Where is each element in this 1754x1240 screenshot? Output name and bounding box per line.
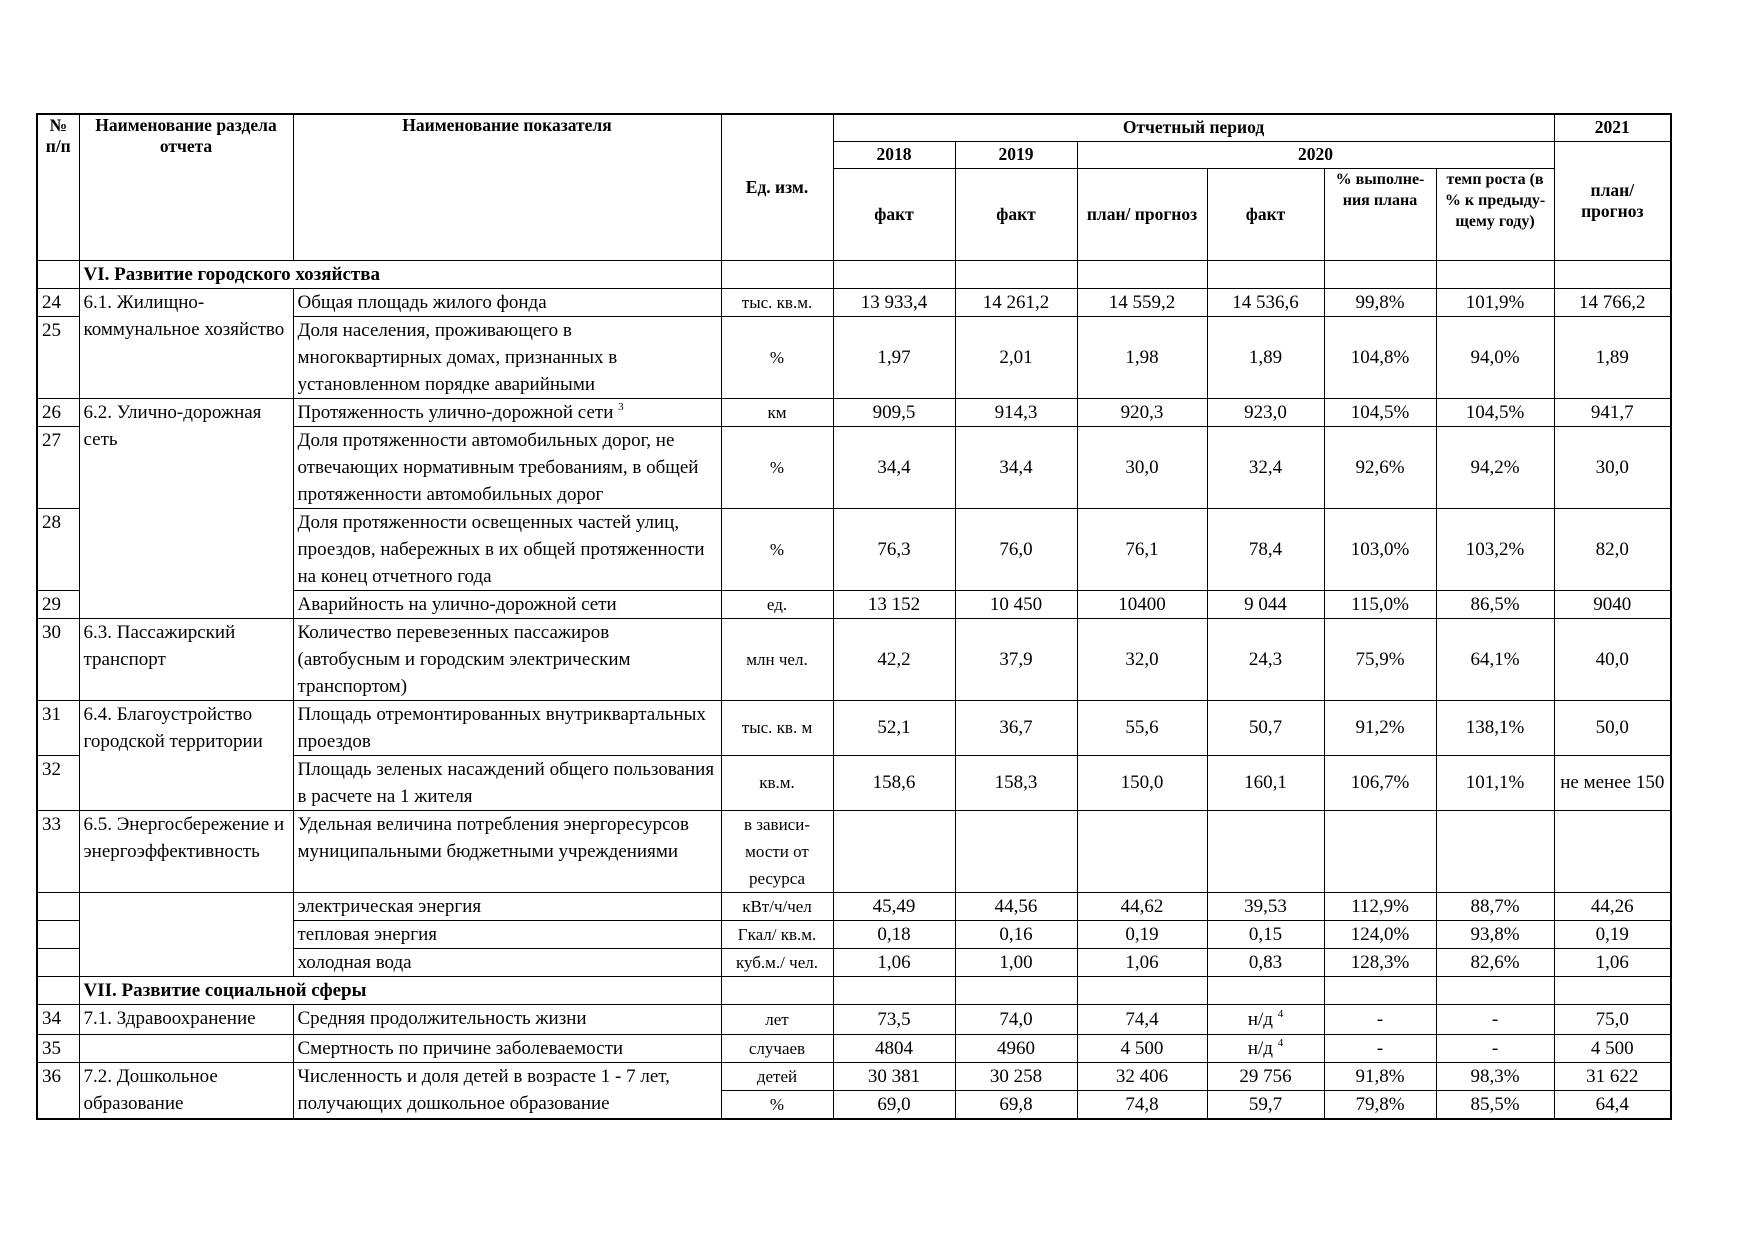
plan-2020-cell: 76,1 — [1077, 508, 1207, 590]
unit-cell: кВт/ч/чел — [721, 892, 833, 920]
fact-2018-cell — [833, 810, 955, 892]
unit-cell: лет — [721, 1004, 833, 1034]
empty-cell — [1554, 976, 1671, 1004]
growth-2020-cell: 94,0% — [1436, 316, 1554, 398]
fact-2020-cell: 78,4 — [1207, 508, 1324, 590]
fact-2018-cell: 45,49 — [833, 892, 955, 920]
indicator-name: электрическая энергия — [293, 892, 721, 920]
table-row — [37, 1004, 1671, 1034]
pct-plan-2020-cell: 92,6% — [1324, 426, 1436, 508]
fact-2018-cell: 30 381 — [833, 1062, 955, 1090]
plan-2020-cell: 0,19 — [1077, 920, 1207, 948]
table-row — [37, 892, 1671, 920]
fact-2019-cell: 36,7 — [955, 700, 1077, 755]
row-number: 27 — [37, 426, 79, 508]
fact-2019-cell: 10 450 — [955, 590, 1077, 618]
indicator-name: Аварийность на улично-дорожной сети — [293, 590, 721, 618]
fact-2019-cell: 158,3 — [955, 755, 1077, 810]
indicator-name: Площадь зеленых насаждений общего пользования в расчете на 1 жителя — [293, 755, 721, 810]
plan-2021-cell: не менее 150 — [1554, 755, 1671, 810]
row-number: 31 — [37, 700, 79, 755]
unit-cell: куб.м./ чел. — [721, 948, 833, 976]
indicator-name: Доля протяженности освещенных частей улиц, проездов, набережных в их общей протяженности на конец отчетного года — [293, 508, 721, 590]
header-fact-2020: факт — [1207, 168, 1324, 260]
fact-2018-cell: 0,18 — [833, 920, 955, 948]
empty-cell — [955, 976, 1077, 1004]
plan-2020-cell: 1,98 — [1077, 316, 1207, 398]
indicator-name: холодная вода — [293, 948, 721, 976]
indicator-name: Удельная величина потребления энергоресурсов муниципальными бюджетными учреждениями — [293, 810, 721, 892]
fact-2019-cell — [955, 810, 1077, 892]
table-row — [37, 810, 1671, 892]
table-row — [37, 1034, 1671, 1062]
growth-2020-cell: 104,5% — [1436, 398, 1554, 426]
growth-2020-cell: 64,1% — [1436, 618, 1554, 700]
plan-2020-cell: 30,0 — [1077, 426, 1207, 508]
fact-2020-cell: 160,1 — [1207, 755, 1324, 810]
growth-2020-cell: 94,2% — [1436, 426, 1554, 508]
fact-2020-cell: 9 044 — [1207, 590, 1324, 618]
unit-cell: млн чел. — [721, 618, 833, 700]
header-no: № п/п — [37, 114, 79, 260]
header-unit: Ед. изм. — [721, 114, 833, 260]
fact-2020-cell: 0,15 — [1207, 920, 1324, 948]
indicator-name: тепловая энергия — [293, 920, 721, 948]
fact-2019-cell: 34,4 — [955, 426, 1077, 508]
plan-2021-cell — [1554, 810, 1671, 892]
fact-2020-cell: 29 756 — [1207, 1062, 1324, 1090]
indicator-name: Смертность по причине заболеваемости — [293, 1034, 721, 1062]
unit-cell: % — [721, 508, 833, 590]
fact-2020-cell: 32,4 — [1207, 426, 1324, 508]
footnote-mark: 4 — [1277, 1036, 1284, 1049]
unit-cell: тыс. кв.м. — [721, 288, 833, 316]
fact-2018-cell: 76,3 — [833, 508, 955, 590]
plan-2021-cell: 31 622 — [1554, 1062, 1671, 1090]
plan-2021-cell: 0,19 — [1554, 920, 1671, 948]
plan-2020-cell: 14 559,2 — [1077, 288, 1207, 316]
section-group-name: 7.2. Дошкольное образование — [79, 1062, 293, 1119]
pct-plan-2020-cell: 104,8% — [1324, 316, 1436, 398]
unit-cell: случаев — [721, 1034, 833, 1062]
indicator-name: Площадь отремонтированных внутриквартальных проездов — [293, 700, 721, 755]
row-number: 24 — [37, 288, 79, 316]
plan-2020-cell: 44,62 — [1077, 892, 1207, 920]
header-growth: темп роста (в % к предыду-щему году) — [1436, 168, 1554, 260]
fact-2019-cell: 74,0 — [955, 1004, 1077, 1034]
fact-2019-cell: 4960 — [955, 1034, 1077, 1062]
header-indicator-name: Наименование показателя — [293, 114, 721, 260]
header-year-2020: 2020 — [1077, 141, 1554, 168]
fact-2018-cell: 4804 — [833, 1034, 955, 1062]
fact-2018-cell: 13 933,4 — [833, 288, 955, 316]
fact-2018-cell: 73,5 — [833, 1004, 955, 1034]
pct-plan-2020-cell: - — [1324, 1004, 1436, 1034]
plan-2021-cell: 40,0 — [1554, 618, 1671, 700]
row-number: 34 — [37, 1004, 79, 1034]
plan-2021-cell: 941,7 — [1554, 398, 1671, 426]
unit-cell: кв.м. — [721, 755, 833, 810]
fact-2020-cell: н/д $^4$ — [1207, 1034, 1324, 1062]
plan-2020-cell: 1,06 — [1077, 948, 1207, 976]
pct-plan-2020-cell: 99,8% — [1324, 288, 1436, 316]
growth-2020-cell: - — [1436, 1004, 1554, 1034]
pct-plan-2020-cell — [1324, 810, 1436, 892]
plan-2021-cell: 75,0 — [1554, 1004, 1671, 1034]
pct-plan-2020-cell: 79,8% — [1324, 1090, 1436, 1119]
report-table — [36, 113, 1672, 1120]
fact-2018-cell: 69,0 — [833, 1090, 955, 1119]
plan-2020-cell: 4 500 — [1077, 1034, 1207, 1062]
indicator-name: Средняя продолжительность жизни — [293, 1004, 721, 1034]
table-row — [37, 398, 1671, 426]
table-row — [37, 700, 1671, 755]
fact-2018-cell: 13 152 — [833, 590, 955, 618]
indicator-name: Численность и доля детей в возрасте 1 - 7 лет, получающих дошкольное образование — [293, 1062, 721, 1119]
growth-2020-cell: 82,6% — [1436, 948, 1554, 976]
fact-2020-cell: н/д $^4$ — [1207, 1004, 1324, 1034]
fact-2020-cell: 39,53 — [1207, 892, 1324, 920]
plan-2020-cell: 74,8 — [1077, 1090, 1207, 1119]
section-group-name: 6.5. Энергосбережение и энергоэффективность — [79, 810, 293, 892]
fact-2018-cell: 158,6 — [833, 755, 955, 810]
row-number: 33 — [37, 810, 79, 892]
header-fact-2018: факт — [833, 168, 955, 260]
plan-2021-cell: 14 766,2 — [1554, 288, 1671, 316]
header-reporting-period: Отчетный период — [833, 114, 1554, 141]
fact-2018-cell: 34,4 — [833, 426, 955, 508]
pct-plan-2020-cell: 75,9% — [1324, 618, 1436, 700]
growth-2020-cell: 85,5% — [1436, 1090, 1554, 1119]
section-group-name: 7.1. Здравоохранение — [79, 1004, 293, 1034]
row-number: 26 — [37, 398, 79, 426]
empty-cell — [1324, 976, 1436, 1004]
header-year-2021: 2021 — [1554, 114, 1671, 141]
plan-2020-cell: 32 406 — [1077, 1062, 1207, 1090]
indicator-name: Доля протяженности автомобильных дорог, не отвечающих нормативным требованиям, в общей протяженности автомобильных дорог — [293, 426, 721, 508]
fact-2020-cell: 923,0 — [1207, 398, 1324, 426]
plan-2020-cell: 10400 — [1077, 590, 1207, 618]
fact-2019-cell: 76,0 — [955, 508, 1077, 590]
row-number: 36 — [37, 1062, 79, 1119]
fact-2020-cell: 0,83 — [1207, 948, 1324, 976]
footnote-mark: 3 — [618, 400, 624, 413]
pct-plan-2020-cell: 124,0% — [1324, 920, 1436, 948]
plan-2021-cell: 44,26 — [1554, 892, 1671, 920]
header-plan-forecast-2021: план/ прогноз — [1554, 141, 1671, 260]
header-year-2019: 2019 — [955, 141, 1077, 168]
row-number: 32 — [37, 755, 79, 810]
plan-2021-cell: 50,0 — [1554, 700, 1671, 755]
fact-2020-cell: 50,7 — [1207, 700, 1324, 755]
fact-2019-cell: 914,3 — [955, 398, 1077, 426]
pct-plan-2020-cell: - — [1324, 1034, 1436, 1062]
section-title: VI. Развитие городского хозяйства — [79, 260, 721, 288]
row-number — [37, 920, 79, 948]
plan-2020-cell: 32,0 — [1077, 618, 1207, 700]
header-section-name: Наименование раздела отчета — [79, 114, 293, 260]
unit-cell: ед. — [721, 590, 833, 618]
unit-cell: тыс. кв. м — [721, 700, 833, 755]
fact-2019-cell: 37,9 — [955, 618, 1077, 700]
indicator-name: Количество перевезенных пассажиров (автобусным и городским электрическим транспортом) — [293, 618, 721, 700]
plan-2021-cell: 1,06 — [1554, 948, 1671, 976]
unit-cell: % — [721, 1090, 833, 1119]
growth-2020-cell: 93,8% — [1436, 920, 1554, 948]
fact-2020-cell: 1,89 — [1207, 316, 1324, 398]
header-fact-2019: факт — [955, 168, 1077, 260]
section-no-cell — [37, 260, 79, 288]
unit-cell: детей — [721, 1062, 833, 1090]
section-group-name: 6.4. Благоустройство городской территории — [79, 700, 293, 810]
pct-plan-2020-cell: 115,0% — [1324, 590, 1436, 618]
section-title: VII. Развитие социальной сферы — [79, 976, 721, 1004]
row-number — [37, 892, 79, 920]
unit-cell: в зависи-мости от ресурса — [721, 810, 833, 892]
table-row — [37, 618, 1671, 700]
pct-plan-2020-cell: 128,3% — [1324, 948, 1436, 976]
header-pct-plan: % выполне-ния плана — [1324, 168, 1436, 260]
table-header — [37, 114, 1671, 260]
unit-cell: % — [721, 316, 833, 398]
plan-2020-cell: 150,0 — [1077, 755, 1207, 810]
table-body — [37, 260, 1671, 1119]
section-group-name — [79, 1034, 293, 1062]
growth-2020-cell: 103,2% — [1436, 508, 1554, 590]
fact-2018-cell: 1,06 — [833, 948, 955, 976]
fact-2020-cell: 14 536,6 — [1207, 288, 1324, 316]
pct-plan-2020-cell: 106,7% — [1324, 755, 1436, 810]
growth-2020-cell: 138,1% — [1436, 700, 1554, 755]
fact-2019-cell: 69,8 — [955, 1090, 1077, 1119]
table-row — [37, 1062, 1671, 1090]
table-row — [37, 288, 1671, 316]
row-number: 25 — [37, 316, 79, 398]
fact-2020-cell: 24,3 — [1207, 618, 1324, 700]
pct-plan-2020-cell: 91,2% — [1324, 700, 1436, 755]
plan-2020-cell: 920,3 — [1077, 398, 1207, 426]
plan-2021-cell: 9040 — [1554, 590, 1671, 618]
plan-2021-cell: 30,0 — [1554, 426, 1671, 508]
footnote-mark: 4 — [1277, 1007, 1284, 1020]
empty-cell — [1077, 976, 1207, 1004]
pct-plan-2020-cell: 103,0% — [1324, 508, 1436, 590]
growth-2020-cell: 88,7% — [1436, 892, 1554, 920]
fact-2018-cell: 909,5 — [833, 398, 955, 426]
plan-2021-cell: 1,89 — [1554, 316, 1671, 398]
fact-2018-cell: 1,97 — [833, 316, 955, 398]
fact-2019-cell: 44,56 — [955, 892, 1077, 920]
row-number: 35 — [37, 1034, 79, 1062]
header-year-2018: 2018 — [833, 141, 955, 168]
fact-2019-cell: 14 261,2 — [955, 288, 1077, 316]
indicator-name: Доля населения, проживающего в многоквартирных домах, признанных в установленном порядке аварийными — [293, 316, 721, 398]
fact-2019-cell: 30 258 — [955, 1062, 1077, 1090]
unit-cell: % — [721, 426, 833, 508]
growth-2020-cell: 86,5% — [1436, 590, 1554, 618]
section-row — [37, 260, 1671, 288]
growth-2020-cell: 101,9% — [1436, 288, 1554, 316]
plan-2020-cell: 74,4 — [1077, 1004, 1207, 1034]
fact-2020-cell — [1207, 810, 1324, 892]
plan-2021-cell: 64,4 — [1554, 1090, 1671, 1119]
section-group-name: 6.2. Улично-дорожная сеть — [79, 398, 293, 618]
plan-2020-cell — [1077, 810, 1207, 892]
pct-plan-2020-cell: 112,9% — [1324, 892, 1436, 920]
plan-2020-cell: 55,6 — [1077, 700, 1207, 755]
growth-2020-cell: - — [1436, 1034, 1554, 1062]
fact-2018-cell: 42,2 — [833, 618, 955, 700]
indicator-name: Общая площадь жилого фонда — [293, 288, 721, 316]
row-number — [37, 948, 79, 976]
row-number: 29 — [37, 590, 79, 618]
section-no-cell — [37, 976, 79, 1004]
row-number: 28 — [37, 508, 79, 590]
empty-cell — [833, 976, 955, 1004]
empty-cell — [721, 976, 833, 1004]
indicator-name: Протяженность улично-дорожной сети $^3$ — [293, 398, 721, 426]
growth-2020-cell — [1436, 810, 1554, 892]
unit-cell: Гкал/ кв.м. — [721, 920, 833, 948]
section-group-name: 6.1. Жилищно-коммунальное хозяйство — [79, 288, 293, 398]
section-group-name — [79, 892, 293, 976]
growth-2020-cell: 101,1% — [1436, 755, 1554, 810]
fact-2019-cell: 0,16 — [955, 920, 1077, 948]
section-group-name: 6.3. Пассажирский транспорт — [79, 618, 293, 700]
section-row — [37, 976, 1671, 1004]
growth-2020-cell: 98,3% — [1436, 1062, 1554, 1090]
pct-plan-2020-cell: 104,5% — [1324, 398, 1436, 426]
plan-2021-cell: 82,0 — [1554, 508, 1671, 590]
header-plan-2020: план/ прогноз — [1077, 168, 1207, 260]
pct-plan-2020-cell: 91,8% — [1324, 1062, 1436, 1090]
fact-2018-cell: 52,1 — [833, 700, 955, 755]
fact-2019-cell: 1,00 — [955, 948, 1077, 976]
fact-2019-cell: 2,01 — [955, 316, 1077, 398]
empty-cell — [1207, 976, 1324, 1004]
fact-2020-cell: 59,7 — [1207, 1090, 1324, 1119]
plan-2021-cell: 4 500 — [1554, 1034, 1671, 1062]
empty-cell — [1436, 976, 1554, 1004]
row-number: 30 — [37, 618, 79, 700]
unit-cell: км — [721, 398, 833, 426]
